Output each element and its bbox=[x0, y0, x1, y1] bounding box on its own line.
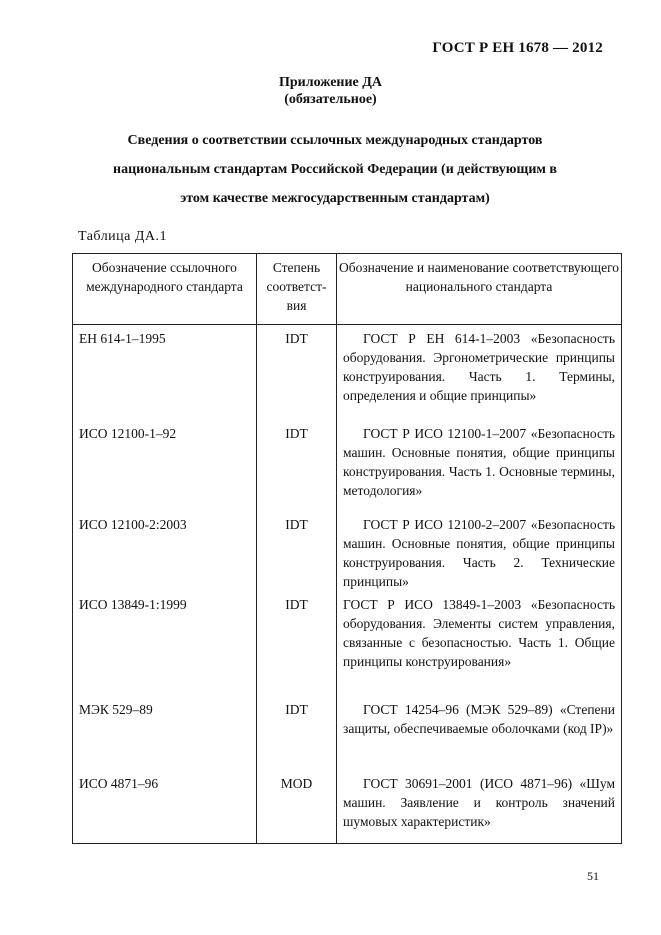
table-row bbox=[73, 696, 622, 770]
heading-line: Сведения о соответствии ссылочных международных стандартов bbox=[127, 133, 543, 148]
cell-degree: IDT bbox=[257, 420, 337, 511]
appendix-status: (обязательное) bbox=[284, 92, 377, 107]
cell-degree: IDT bbox=[257, 591, 337, 696]
cell-degree: IDT bbox=[257, 325, 337, 420]
cell-national bbox=[337, 420, 622, 511]
cell-national bbox=[337, 325, 622, 420]
section-heading bbox=[80, 126, 590, 213]
heading-line: этом качестве межгосударственным стандартам) bbox=[180, 191, 490, 206]
cell-degree: MOD bbox=[257, 770, 337, 844]
national-text: ГОСТ 14254–96 (МЭК 529–89) «Степени защиты, обеспечиваемые оболочками (код IP)» bbox=[343, 701, 615, 736]
cell-national bbox=[337, 770, 622, 844]
cell-national bbox=[337, 511, 622, 591]
cell-intl: ИСО 12100-1–92 bbox=[73, 420, 257, 511]
national-text: ГОСТ Р ИСО 13849-1–2003 «Безопасность оборудования. Элементы систем управления, связанные с безопасностью. Часть 1. Общие принципы конструирования» bbox=[343, 596, 615, 669]
column-header-national: Обозначение и наименование соответствующего национального стандарта bbox=[337, 254, 622, 325]
cell-degree: IDT bbox=[257, 696, 337, 770]
national-text: ГОСТ Р ИСО 12100-2–2007 «Безопасность машин. Основные понятия, общие принципы конструирования. Часть 2. Технические принципы» bbox=[343, 516, 615, 589]
table-row bbox=[73, 511, 622, 591]
heading-line: национальным стандартам Российской Федерации (и действующим в bbox=[113, 162, 557, 177]
cell-national bbox=[337, 591, 622, 696]
table-caption: Таблица ДА.1 bbox=[78, 229, 168, 244]
column-header-degree: Степень соответст-вия bbox=[257, 254, 337, 325]
national-text: ГОСТ Р ИСО 12100-1–2007 «Безопасность машин. Основные понятия, общие принципы конструирования. Часть 1. Основные термины, методология» bbox=[343, 425, 615, 498]
appendix-title: Приложение ДА bbox=[278, 75, 383, 90]
table-row bbox=[73, 591, 622, 696]
appendix-heading bbox=[0, 74, 661, 108]
table-header-row bbox=[73, 254, 622, 325]
cell-national bbox=[337, 696, 622, 770]
cell-intl: ИСО 13849-1:1999 bbox=[73, 591, 257, 696]
cell-intl: МЭК 529–89 bbox=[73, 696, 257, 770]
cell-intl: ИСО 12100-2:2003 bbox=[73, 511, 257, 591]
cell-degree: IDT bbox=[257, 511, 337, 591]
table-row bbox=[73, 770, 622, 844]
cell-intl: ЕН 614-1–1995 bbox=[73, 325, 257, 420]
cell-intl: ИСО 4871–96 bbox=[73, 770, 257, 844]
national-text: ГОСТ Р ЕН 614-1–2003 «Безопасность оборудования. Эргонометрические принципы конструирования. Часть 1. Термины, определения и общие принципы» bbox=[343, 331, 615, 403]
table-row bbox=[73, 420, 622, 511]
correspondence-table bbox=[72, 253, 622, 844]
page-number: 51 bbox=[587, 869, 599, 883]
national-text: ГОСТ 30691–2001 (ИСО 4871–96) «Шум машин. Заявление и контроль значений шумовых характеристик» bbox=[343, 775, 615, 829]
standard-code: ГОСТ Р ЕН 1678 — 2012 bbox=[432, 40, 603, 56]
column-header-intl: Обозначение ссылочного международного стандарта bbox=[73, 254, 257, 325]
table-row bbox=[73, 325, 622, 420]
